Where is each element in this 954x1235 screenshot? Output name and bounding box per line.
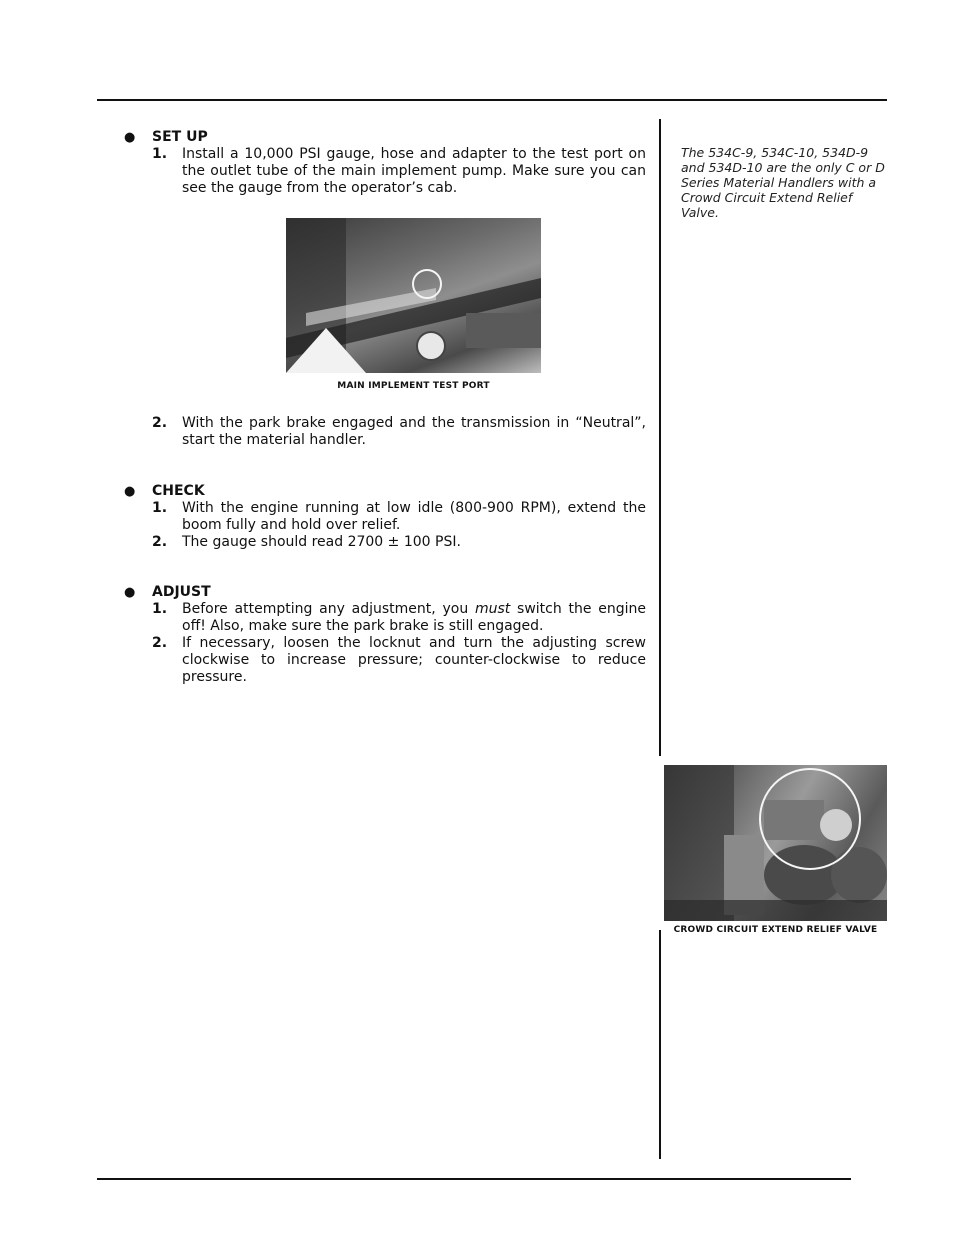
setup-section-continued: [124, 415, 646, 449]
adjust-heading: [124, 584, 646, 601]
step-text: [182, 601, 646, 635]
setup-section: [124, 129, 646, 197]
step-number: 1.: [152, 146, 168, 162]
margin-divider-lower: [659, 930, 661, 1159]
check-title: CHECK: [152, 483, 205, 499]
check-heading: [124, 483, 646, 500]
emphasis-text: must: [474, 601, 511, 617]
check-section: [124, 483, 646, 551]
step-text-part: Before attempting any adjustment, you: [182, 601, 475, 617]
step-text: Install a 10,000 PSI gauge, hose and adapter to the test port on the outlet tube of the main implement pump. Make sure you can see the gauge from the operator’s cab.: [182, 146, 646, 196]
step-number: 2.: [152, 635, 168, 651]
adjust-step-2: [124, 635, 646, 686]
adjust-step-1: [124, 601, 646, 635]
step-number: 2.: [152, 534, 168, 550]
adjust-title: ADJUST: [152, 584, 211, 600]
margin-divider-upper: [659, 119, 661, 756]
bullet-icon: ●: [124, 484, 136, 499]
bullet-icon: ●: [124, 130, 136, 145]
step-number: 1.: [152, 601, 168, 617]
step-number: 1.: [152, 500, 168, 516]
crowd-circuit-caption: CROWD CIRCUIT EXTEND RELIEF VALVE: [673, 925, 878, 935]
step-text: If necessary, loosen the locknut and turn the adjusting screw clockwise to increase pressure; counter-clockwise to reduce pressure.: [182, 635, 646, 685]
adjust-section: [124, 584, 646, 686]
step-text-part: switch the engine off! Also, make sure the park brake is still engaged.: [182, 601, 646, 634]
bullet-icon: ●: [124, 585, 136, 600]
step-text: With the park brake engaged and the transmission in “Neutral”, start the material handler.: [182, 415, 646, 448]
sidenote: The 534C-9, 534C-10, 534D-9 and 534D-10 are the only C or D Series Material Handlers with a Crowd Circuit Extend Relief Valve.: [681, 145, 885, 220]
setup-step-1: [124, 146, 646, 197]
setup-heading: [124, 129, 646, 146]
setup-title: SET UP: [152, 129, 208, 145]
step-text: The gauge should read 2700 ± 100 PSI.: [182, 534, 461, 550]
crowd-circuit-relief-valve-photo: [664, 765, 887, 921]
main-implement-test-port-photo: [286, 218, 541, 373]
check-step-1: [124, 500, 646, 534]
main-implement-caption: MAIN IMPLEMENT TEST PORT: [337, 381, 490, 391]
setup-step-2: [124, 415, 646, 449]
check-step-2: [124, 534, 646, 551]
top-rule: [97, 99, 887, 101]
step-text: With the engine running at low idle (800-900 RPM), extend the boom fully and hold over relief.: [182, 500, 646, 533]
step-number: 2.: [152, 415, 168, 431]
bottom-rule: [97, 1178, 851, 1180]
